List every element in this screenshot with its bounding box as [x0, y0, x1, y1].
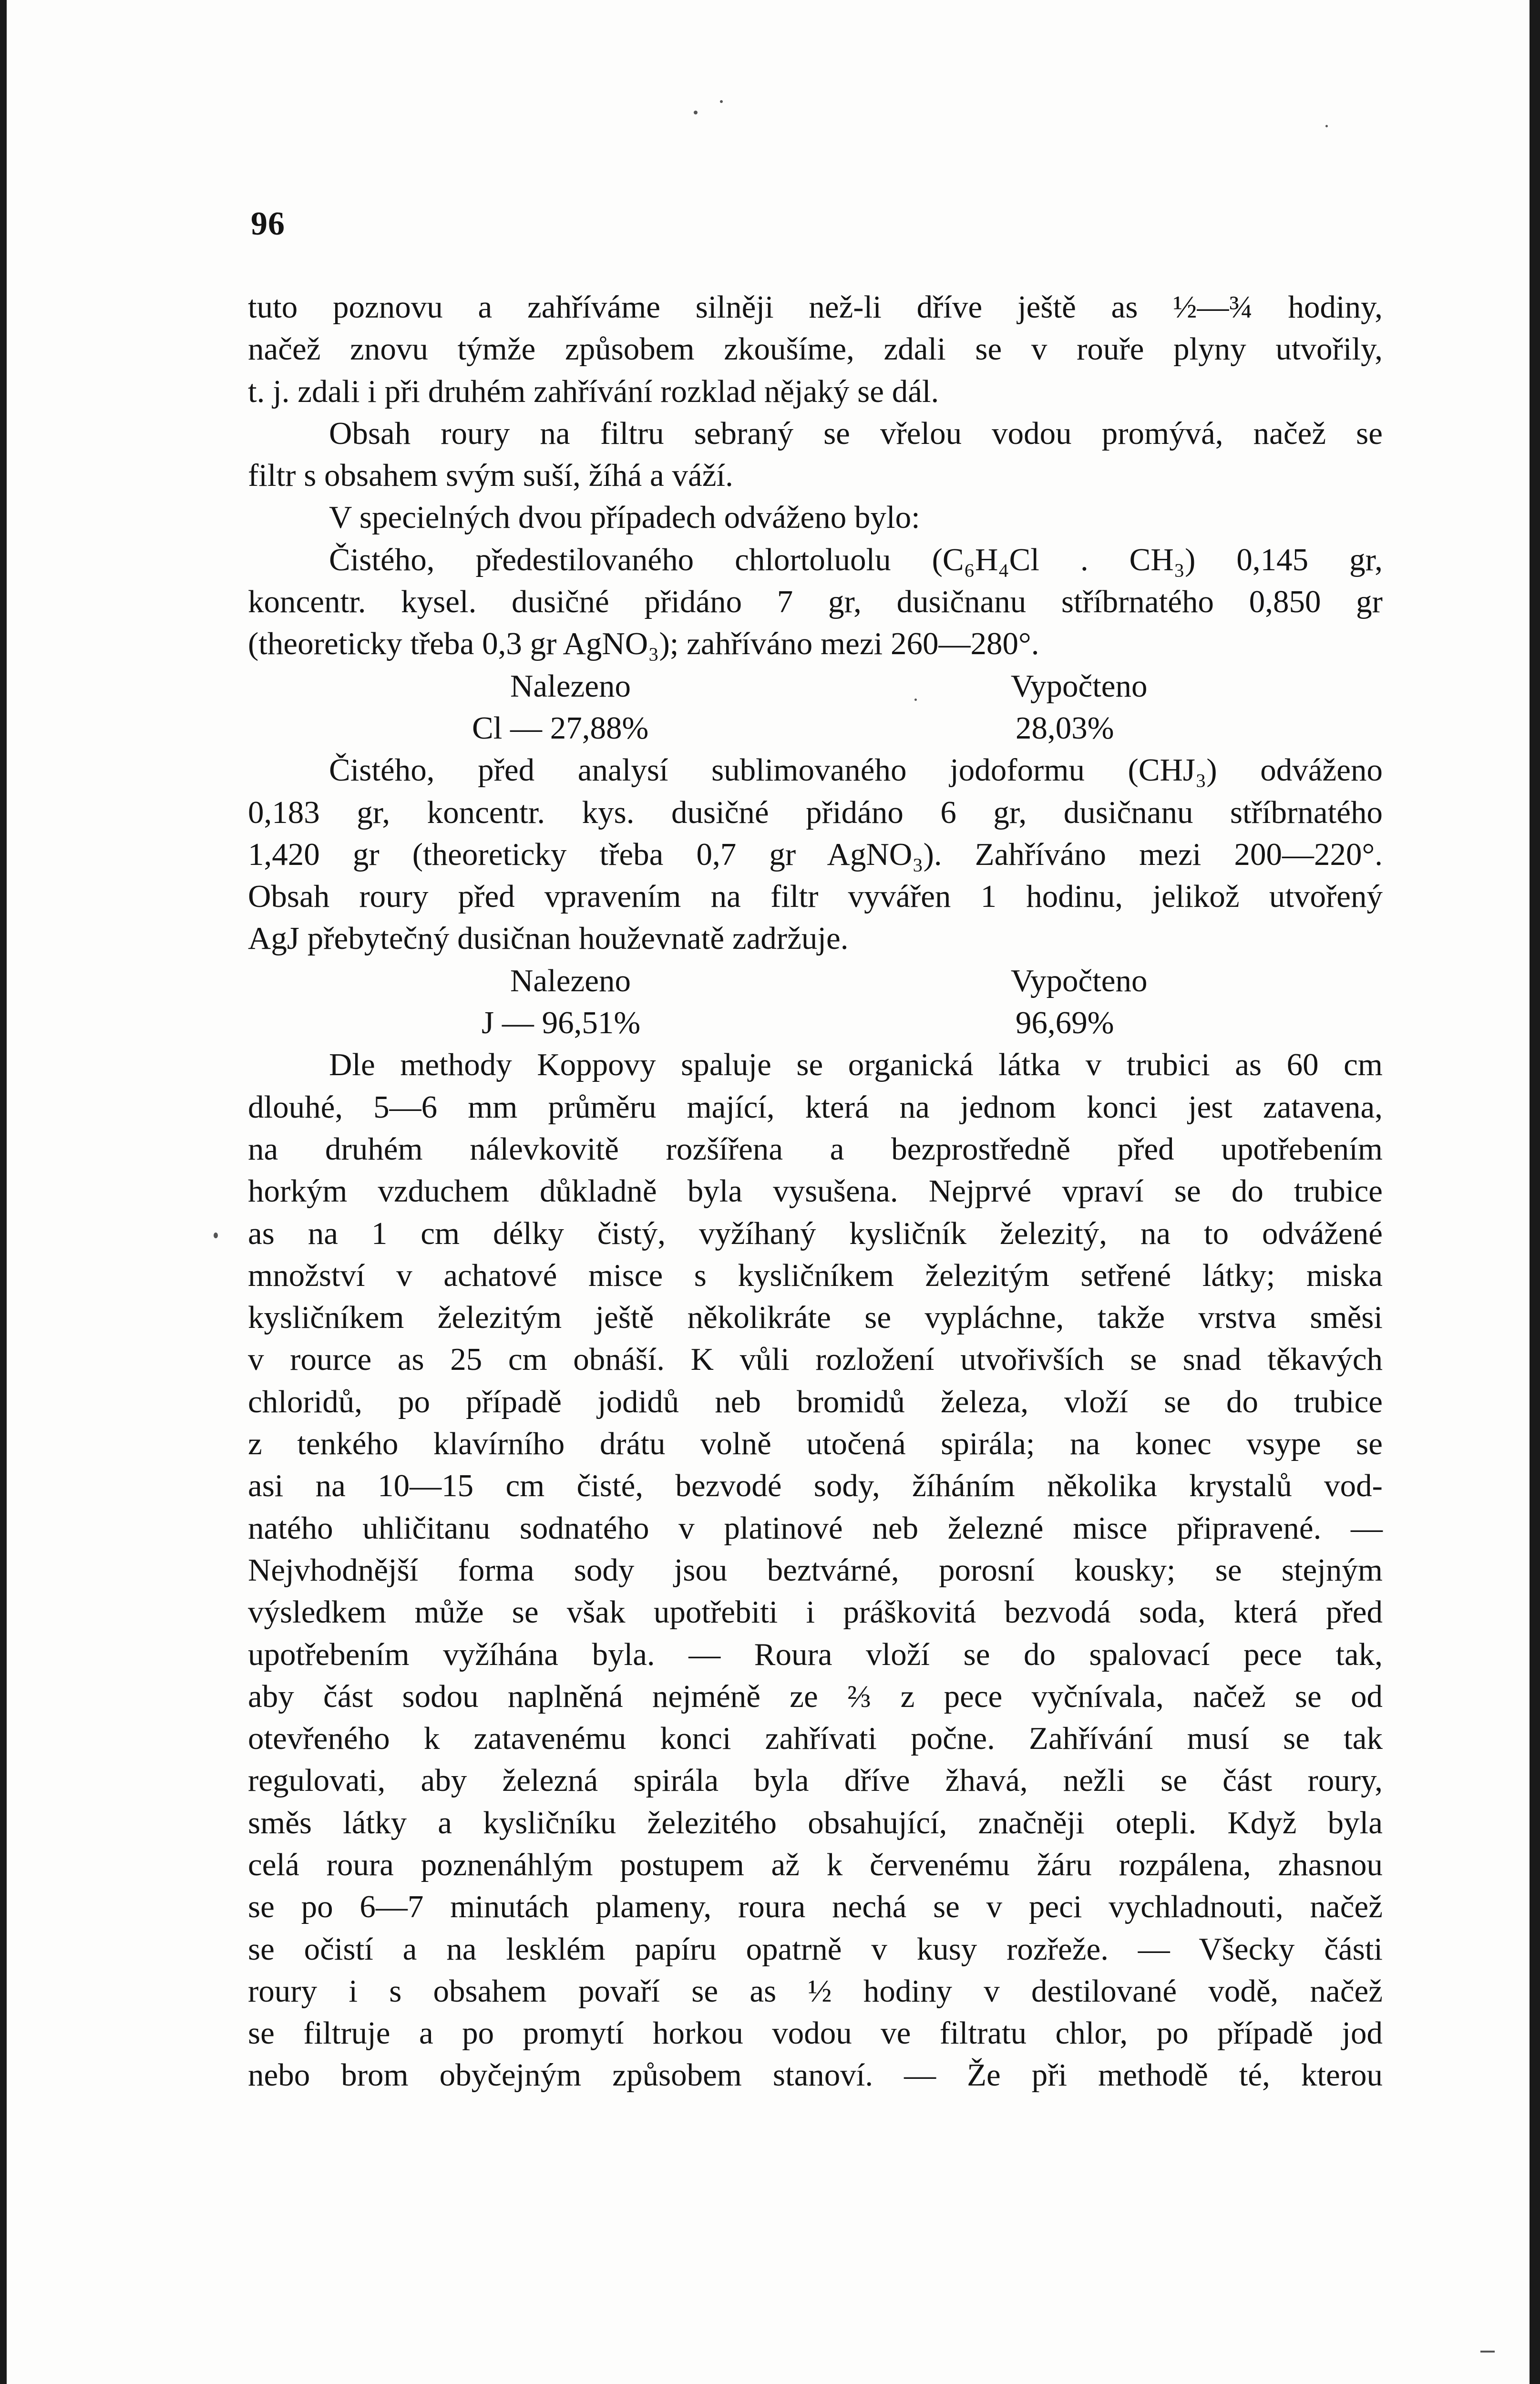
- text-line: dlouhé, 5—6 mm průměru mající, která na jednom konci jest zatavena,: [248, 1089, 1383, 1125]
- text-line: aby část sodou naplněná nejméně ze ⅔ z pece vyčnívala, načež se od: [248, 1678, 1383, 1714]
- text-line: kysličníkem železitým ještě několikráte se vypláchne, takže vrstva směsi: [248, 1300, 1383, 1336]
- text-line: koncentr. kysel. dusičné přidáno 7 gr, dusičnanu stříbrnatého 0,850 gr: [248, 584, 1383, 620]
- found-value: J — 96,51%: [482, 1005, 641, 1041]
- text-line: se po 6—7 minutách plameny, roura nechá se v peci vychladnouti, načež: [248, 1889, 1383, 1925]
- text-line: upotřebením vyžíhána byla. — Roura vloží se do spalovací pece tak,: [248, 1636, 1383, 1672]
- found-value: Cl — 27,88%: [472, 710, 649, 746]
- text-line: načež znovu týmže způsobem zkoušíme, zdali se v rouře plyny utvořily,: [248, 331, 1383, 367]
- scan-edge-left: [0, 0, 7, 2384]
- calculated-label: Vypočteno: [1011, 668, 1148, 704]
- text-line: regulovati, aby železná spirála byla dříve žhavá, nežli se část roury,: [248, 1763, 1383, 1798]
- text-line: Čistého, před analysí sublimovaného jodoformu (CHJ₃) odváženo: [329, 752, 1383, 788]
- results-values-1: [248, 707, 1383, 749]
- text-line: V specielných dvou případech odváženo bylo:: [329, 500, 920, 535]
- calculated-value: 96,69%: [1016, 1005, 1114, 1041]
- text-line: roury i s obsahem povaří se as ½ hodiny v destilované vodě, načež: [248, 1973, 1383, 2009]
- text-line: Obsah roury před vpravením na filtr vyvářen 1 hodinu, jelikož utvořený: [248, 879, 1383, 915]
- text-line: otevřeného k zatavenému konci zahřívati počne. Zahřívání musí se tak: [248, 1721, 1383, 1757]
- text-line: na druhém nálevkovitě rozšířena a bezprostředně před upotřebením: [248, 1131, 1383, 1167]
- scan-edge-right: [1530, 0, 1540, 2384]
- page-number: 96: [251, 206, 285, 242]
- text-line: Nejvhodnější forma sody jsou beztvárné, porosní kousky; se stejným: [248, 1552, 1383, 1588]
- results-values-2: [248, 1002, 1383, 1044]
- calculated-label: Vypočteno: [1011, 963, 1148, 998]
- found-label: Nalezeno: [510, 963, 631, 998]
- text-line: z tenkého klavírního drátu volně utočená spirála; na konec vsype se: [248, 1426, 1383, 1462]
- text-line: nebo brom obyčejným způsobem stanoví. — Že při methodě té, kterou: [248, 2057, 1383, 2093]
- text-line: směs látky a kysličníku železitého obsahující, značněji otepli. Když byla: [248, 1805, 1383, 1840]
- text-line: se filtruje a po promytí horkou vodou ve filtratu chlor, po případě jod: [248, 2015, 1383, 2051]
- text-line: t. j. zdali i při druhém zahřívání rozklad nějaký se dál.: [248, 373, 939, 409]
- text-line: filtr s obsahem svým suší, žíhá a váží.: [248, 458, 733, 493]
- text-line: horkým vzduchem důkladně byla vysušena. Nejprvé vpraví se do trubice: [248, 1173, 1383, 1209]
- text-line: (theoreticky třeba 0,3 gr AgNO₃); zahříváno mezi 260—280°.: [248, 626, 1039, 662]
- text-line: asi na 10—15 cm čisté, bezvodé sody, žíháním několika krystalů vod-: [248, 1468, 1383, 1504]
- body-text: [248, 286, 1383, 2096]
- text-line: Obsah roury na filtru sebraný se vřelou vodou promývá, načež se: [329, 415, 1383, 451]
- text-line: množství v achatové misce s kysličníkem železitým setřené látky; miska: [248, 1257, 1383, 1293]
- text-line: celá roura poznenáhlým postupem až k červenému žáru rozpálena, zhasnou: [248, 1847, 1383, 1882]
- text-line: výsledkem může se však upotřebiti i práškovitá bezvodá soda, která před: [248, 1594, 1383, 1630]
- results-header-1: [248, 665, 1383, 707]
- text-line: 1,420 gr (theoreticky třeba 0,7 gr AgNO₃). Zahříváno mezi 200—220°.: [248, 836, 1383, 872]
- text-line: natého uhličitanu sodnatého v platinové neb železné misce připravené. —: [248, 1510, 1383, 1546]
- found-label: Nalezeno: [510, 668, 631, 704]
- text-line: as na 1 cm délky čistý, vyžíhaný kysličník železitý, na to odvážené: [248, 1215, 1383, 1251]
- calculated-value: 28,03%: [1016, 710, 1114, 746]
- text-line: Dle methody Koppovy spaluje se organická látka v trubici as 60 cm: [329, 1047, 1383, 1083]
- results-header-2: [248, 960, 1383, 1002]
- text-line: Čistého, předestilovaného chlortoluolu (C₆H₄Cl . CH₃) 0,145 gr,: [329, 542, 1383, 577]
- text-line: v rource as 25 cm obnáší. K vůli rozložení utvořivších se snad těkavých: [248, 1342, 1383, 1377]
- text-line: se očistí a na lesklém papíru opatrně v kusy rozřeže. — Všecky části: [248, 1931, 1383, 1967]
- text-line: 0,183 gr, koncentr. kys. dusičné přidáno 6 gr, dusičnanu stříbrnatého: [248, 794, 1383, 830]
- text-line: chloridů, po případě jodidů neb bromidů železa, vloží se do trubice: [248, 1384, 1383, 1419]
- text-line: tuto poznovu a zahříváme silněji než-li dříve ještě as ½—¾ hodiny,: [248, 289, 1383, 325]
- text-line: AgJ přebytečný dusičnan houževnatě zadržuje.: [248, 921, 849, 956]
